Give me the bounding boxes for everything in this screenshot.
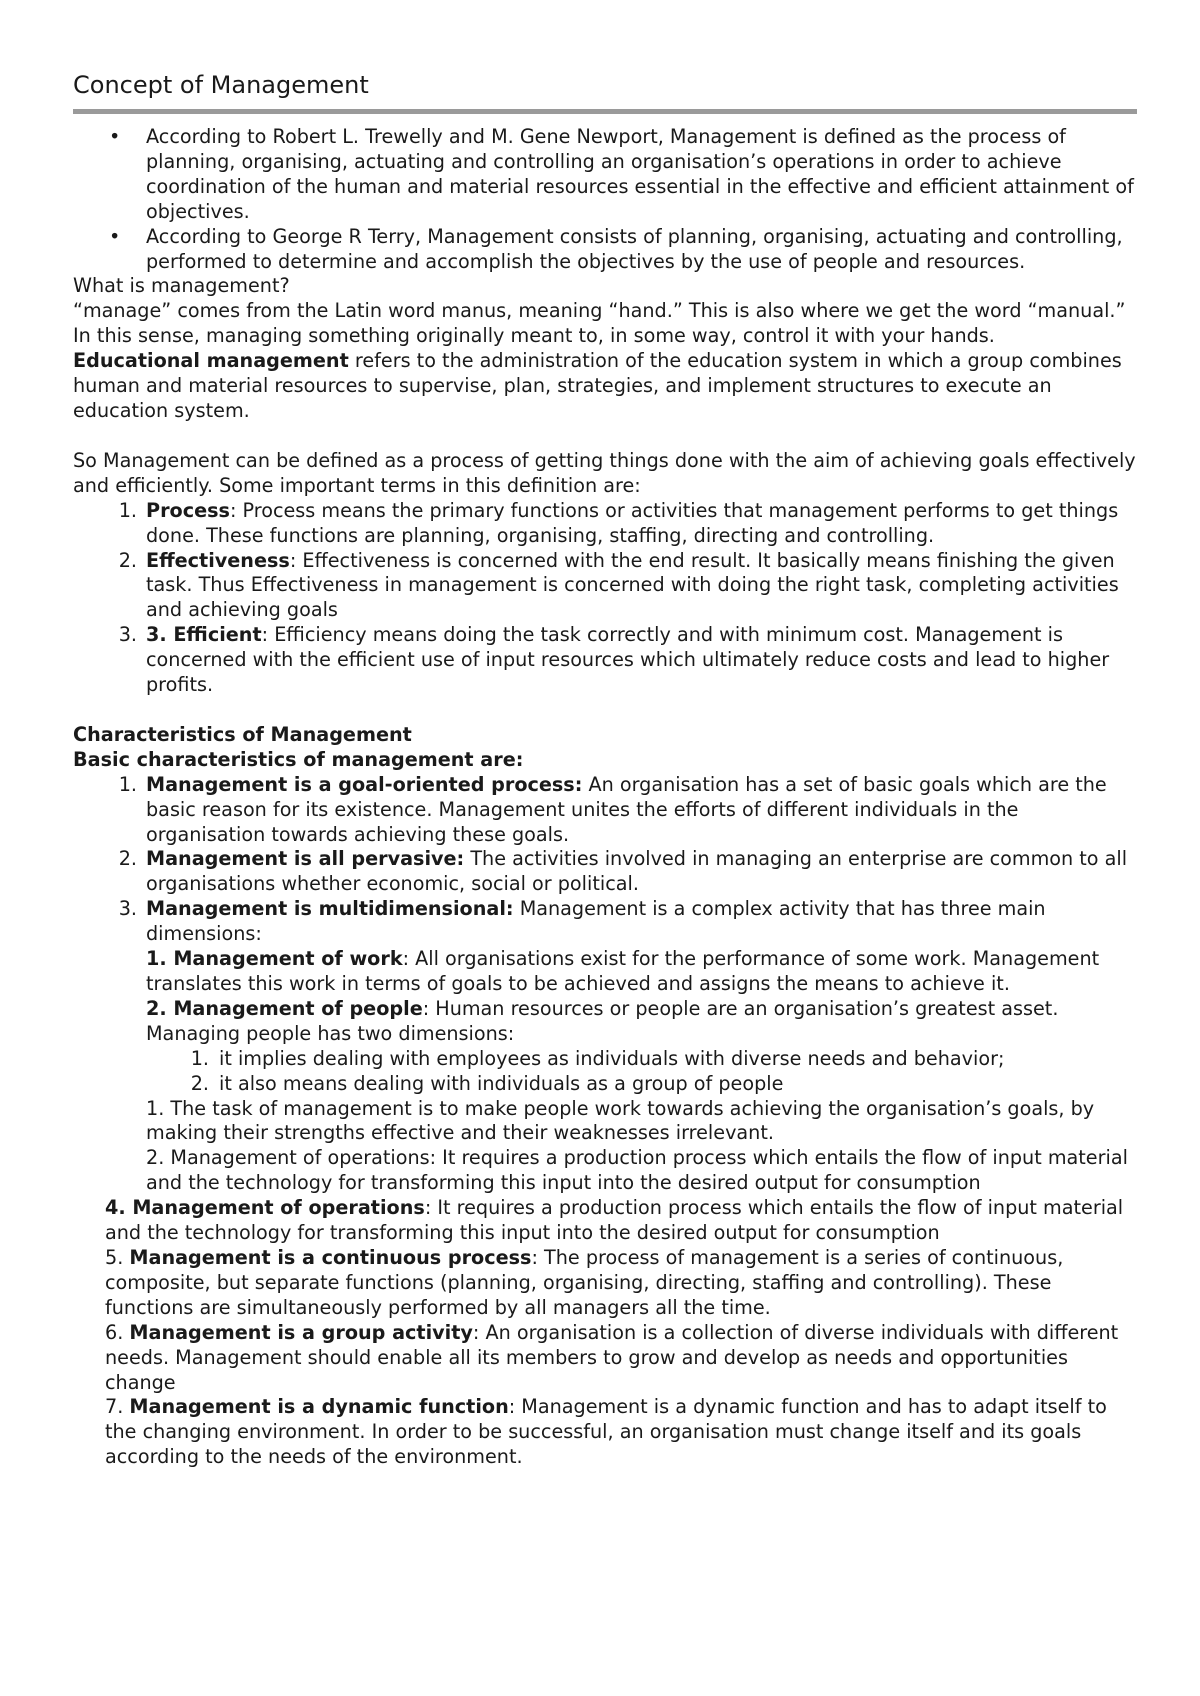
item-prefix [105, 1196, 132, 1219]
bullet-text: According to Robert L. Trewelly and M. Gene Newport, Management is defined as the process of planning, organising, actuating and controlling an organisation’s operations in order to achieve coordination of the human and material resources essential in the effective and efficient attainment of objectives. [146, 125, 1134, 223]
item-prefix: 5. [105, 1245, 130, 1269]
list-number: 2. [190, 1071, 209, 1095]
people-dimension-text: it implies dealing with employees as individuals with diverse needs and behavior; [219, 1046, 1005, 1070]
term-item [73, 499, 1137, 549]
item-prefix: 6. [105, 1320, 130, 1344]
characteristic-label: Management is a dynamic function [129, 1395, 509, 1419]
characteristic-text: The activities involved in managing an enterprise are common to all organisations whether economic, social or political. [146, 847, 1128, 896]
characteristic-label: Management is a goal-oriented process: [146, 772, 583, 796]
edu-text: refers to the administration of the education system in which a group combines human and material resources to supervise, plan, strategies, and implement structures to execute an education system. [73, 349, 1122, 422]
manage-paragraph: “manage” comes from the Latin word manus, meaning “hand.” This is also where we get the word “manual.” In this sense, managing something originally meant to, in some way, control it with your hands. [73, 299, 1126, 348]
page-title: Concept of Management [73, 71, 369, 99]
characteristic-item [73, 897, 1137, 947]
bullet-text: According to George R Terry, Management consists of planning, organising, actuating and controlling, performed to determine and accomplish the objectives by the use of people and resources. [146, 224, 1123, 273]
characteristic-item [73, 1196, 1137, 1246]
term-item [73, 549, 1137, 624]
people-dimension-item [73, 1072, 1137, 1097]
basic-heading [73, 748, 1137, 773]
list-number: 3. [118, 623, 137, 647]
edu-paragraph [73, 349, 1137, 424]
characteristic-text: : It requires a production process which entails the flow of input material and the technology for transforming this input into the desired output for consumption [105, 1196, 1124, 1245]
characteristic-text: An organisation has a set of basic goals which are the basic reason for its existence. Management unites the efforts of different individuals in the organisation towards achieving these goals. [146, 772, 1107, 846]
characteristic-label: Management of operations [132, 1196, 425, 1220]
term-label: 3. Efficient [146, 623, 262, 647]
characteristic-text: : The process of management is a series of continuous, composite, but separate functions (planning, organising, directing, staffing and controlling). These functions are simultaneously performed by all managers all the time. [105, 1245, 1064, 1319]
dimension-label: 2. Management of people [146, 996, 423, 1020]
characteristics-heading [73, 723, 1137, 748]
characteristics-heading-text: Characteristics of Management [73, 722, 412, 746]
characteristic-item [73, 1246, 1137, 1321]
bullet-marker: • [109, 224, 121, 248]
people-dimension-text: it also means dealing with individuals as a group of people [219, 1071, 784, 1095]
list-number: 1. [118, 498, 137, 522]
edu-term: Educational management [73, 349, 349, 373]
dimension-text: : All organisations exist for the performance of some work. Management translates this work in terms of goals to be achieved and assigns the means to achieve it. [146, 947, 1100, 995]
definition-bullet [73, 225, 1137, 275]
term-text: : Process means the primary functions or activities that management performs to get things done. These functions are planning, organising, staffing, directing and controlling. [146, 498, 1119, 547]
document-page [73, 70, 1137, 1470]
list-number: 1. [118, 772, 137, 796]
list-number: 2. [118, 847, 137, 871]
list-number: 3. [118, 897, 137, 921]
what-heading: What is management? [73, 274, 290, 298]
definition-bullet [73, 125, 1137, 225]
term-text: : Effectiveness is concerned with the end result. It basically means finishing the given task. Thus Effectiveness in management is concerned with doing the right task, completing activities and achieving goals [146, 548, 1119, 622]
characteristic-label: Management is multidimensional: [146, 897, 514, 921]
dimension-people [73, 997, 1137, 1047]
list-number: 1. [190, 1046, 209, 1070]
basic-heading-text: Basic characteristics of management are: [73, 747, 524, 771]
characteristic-text: Management is a complex activity that has three main dimensions: [146, 897, 1046, 946]
item-prefix: 7. [105, 1395, 130, 1419]
title-rule [73, 109, 1137, 114]
task-paragraph: 1. The task of management is to make people work towards achieving the organisation’s goals, by making their strengths effective and their weaknesses irrelevant. [146, 1096, 1095, 1145]
dimension-label: 1. Management of work [146, 947, 403, 971]
characteristic-text: : Management is a dynamic function and has to adapt itself to the changing environment. In order to be successful, an organisation must change itself and its goals according to the needs of the environment. [105, 1395, 1107, 1469]
characteristic-item [73, 1395, 1137, 1470]
term-label: Effectiveness [146, 548, 290, 572]
characteristic-text: : An organisation is a collection of diverse individuals with different needs. Management should enable all its members to grow and develop as needs and opportunities change [105, 1320, 1119, 1394]
bullet-marker: • [109, 125, 121, 148]
dimension-text: : Human resources or people are an organisation’s greatest asset. Managing people has two dimensions: [146, 996, 1059, 1045]
list-number: 2. [118, 548, 137, 572]
operations-paragraph: 2. Management of operations: It requires a production process which entails the flow of input material and the technology for transforming this input into the desired output for consumption [146, 1146, 1128, 1195]
so-paragraph: So Management can be defined as a process of getting things done with the aim of achieving goals effectively and efficiently. Some important terms in this definition are: [73, 448, 1136, 497]
characteristic-label: Management is all pervasive: [146, 847, 465, 871]
characteristic-item [73, 847, 1137, 897]
dimension-work [73, 947, 1137, 997]
characteristic-item [73, 1321, 1137, 1396]
term-text: : Efficiency means doing the task correctly and with minimum cost. Management is concerned with the efficient use of input resources which ultimately reduce costs and lead to higher profits. [146, 623, 1110, 697]
term-item [73, 623, 1137, 698]
people-dimension-item [73, 1047, 1137, 1072]
term-label: Process [146, 498, 230, 522]
characteristic-label: Management is a continuous process [129, 1245, 532, 1269]
item-prefix-text: 4. [105, 1196, 133, 1220]
characteristic-label: Management is a group activity [129, 1320, 473, 1344]
characteristic-item [73, 773, 1137, 848]
